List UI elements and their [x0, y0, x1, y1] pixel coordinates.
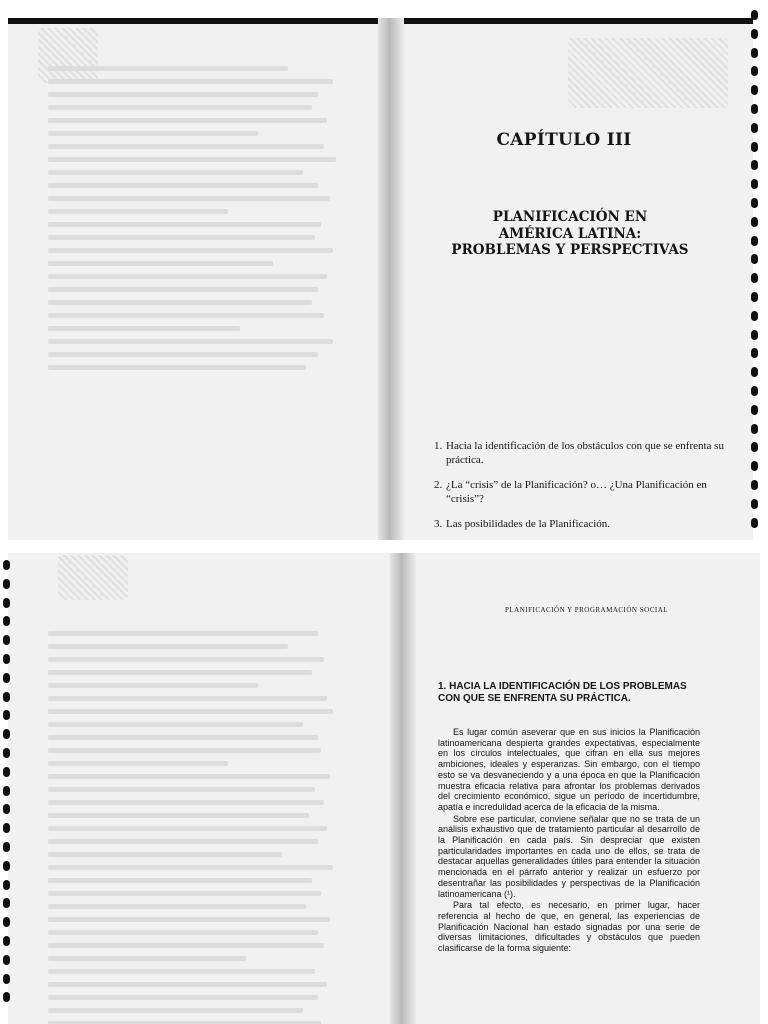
bleed-through-text [48, 623, 348, 1024]
section-heading: 1. HACIA LA IDENTIFICACIÓN DE LOS PROBLEMAS CON QUE SE ENFRENTA SU PRÁCTICA. [438, 681, 687, 704]
contents-item [434, 439, 724, 467]
body-text [438, 727, 700, 955]
book-gutter-shadow [390, 553, 416, 1024]
spiral-binding-right [751, 10, 765, 536]
contents-item-text: ¿La “crisis” de la Planificación? o… ¿Una Planificación en “crisis”? [446, 479, 707, 505]
scan-smudge [58, 555, 128, 600]
running-head: PLANIFICACIÓN Y PROGRAMACIÓN SOCIAL [505, 606, 669, 614]
contents-item-text: Las posibilidades de la Planificación. [446, 518, 611, 530]
spiral-binding-left [3, 560, 17, 1011]
chapter-title-line: AMÉRICA LATINA: [498, 225, 642, 242]
chapter-title-line: PLANIFICACIÓN EN [492, 209, 648, 225]
chapter-label: CAPÍTULO III [496, 130, 632, 150]
bleed-through-text [48, 58, 348, 378]
paragraph: Es lugar común aseverar que en sus inicios la Planificación latinoamericana despierta grandes expectativas, especialmente en los círculos intelectuales, que cifran en ella sus mejores ambiciones, ideales y esperanzas. Sin embargo, con el tiempo esto se va desvaneciendo y a una época en que la Planificación muestra eficacia relativa para afrontar los problemas derivados del crecimiento económico, sigue un período de incertidumbre, apatía e incredulidad acerca de la eficacia de la misma. [438, 727, 700, 812]
paragraph: Sobre ese particular, conviene señalar que no se trata de un análisis exhaustivo que de tratamiento particular al desarrollo de la Planificación en cada país. Sin despreciar que existen particularidades importantes en cada uno de ellos, se trata de destacar aquellas generalidades útiles para entender la situación mencionada en el párrafo anterior y realizar un esfuerzo por desentrañar las posibilidades y perspectivas de la Planificación latinoamericana (¹). [438, 813, 700, 899]
contents-item [434, 478, 724, 506]
contents-item-number: 2. [434, 479, 443, 491]
book-gutter-shadow [378, 18, 404, 540]
contents-item-text: Hacia la identificación de los obstáculos con que se enfrenta su práctica. [446, 440, 724, 466]
paragraph: Para tal efecto, es necesario, en primer lugar, hacer referencia al hecho de que, en general, las experiencias de Planificación Nacional han estado signadas por una serie de diversas limitaciones, dificultades y obstáculos que pueden clasificarse de la forma siguiente: [438, 900, 700, 954]
chapter-title-line: PROBLEMAS Y PERSPECTIVAS [451, 242, 689, 258]
contents-item-number: 3. [434, 518, 443, 530]
contents-item [434, 517, 724, 531]
contents-item-number: 1. [434, 440, 443, 452]
scan-smudge [568, 38, 728, 108]
chapter-title [420, 209, 720, 259]
